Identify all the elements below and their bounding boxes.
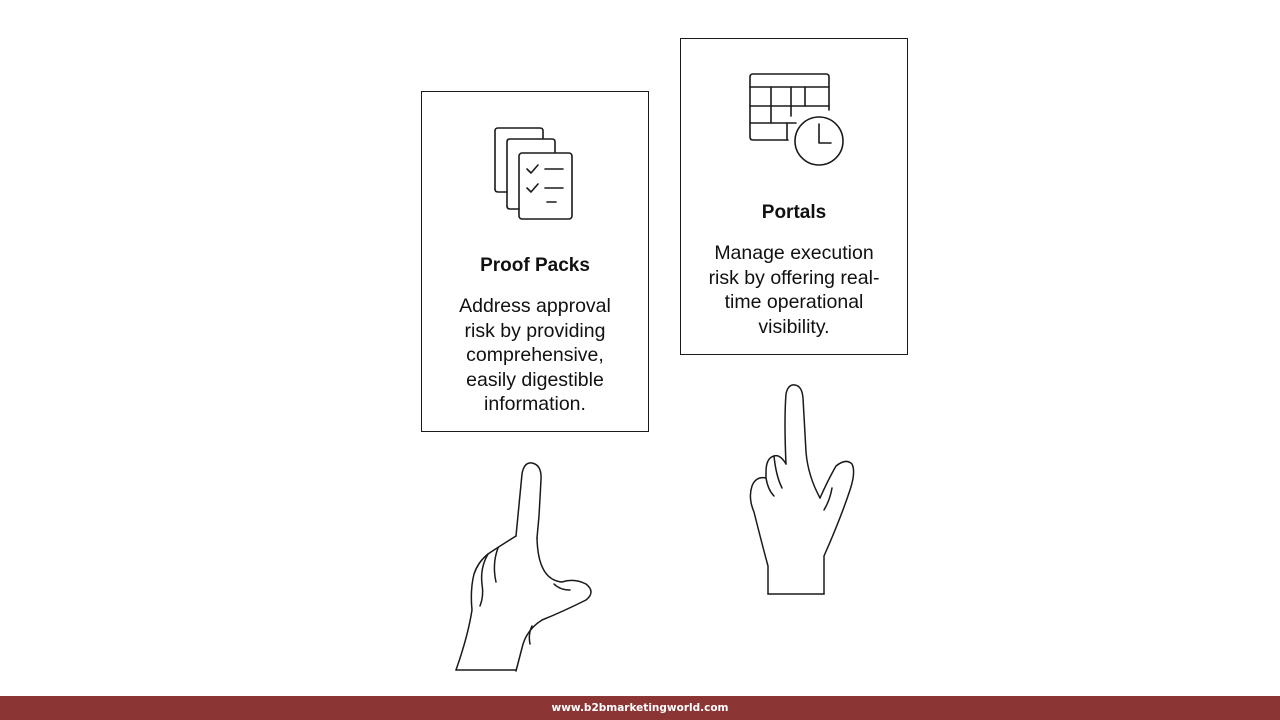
checklist-documents-icon	[422, 125, 648, 226]
pointing-hand-icon	[450, 458, 600, 679]
portals-card	[680, 38, 908, 355]
footer-bar	[0, 696, 1280, 720]
pointing-hand-icon	[742, 380, 862, 603]
card-title: Portals	[761, 202, 827, 223]
table-clock-icon	[681, 70, 907, 173]
footer-url[interactable]: www.b2bmarketingworld.com	[551, 702, 729, 714]
card-title: Proof Packs	[480, 255, 590, 276]
proof-packs-card	[421, 91, 649, 432]
card-description: Manage execution risk by offering real-time operational visibility.	[708, 242, 880, 338]
card-description: Address approval risk by providing comprehensive, easily digestible information.	[459, 295, 611, 415]
